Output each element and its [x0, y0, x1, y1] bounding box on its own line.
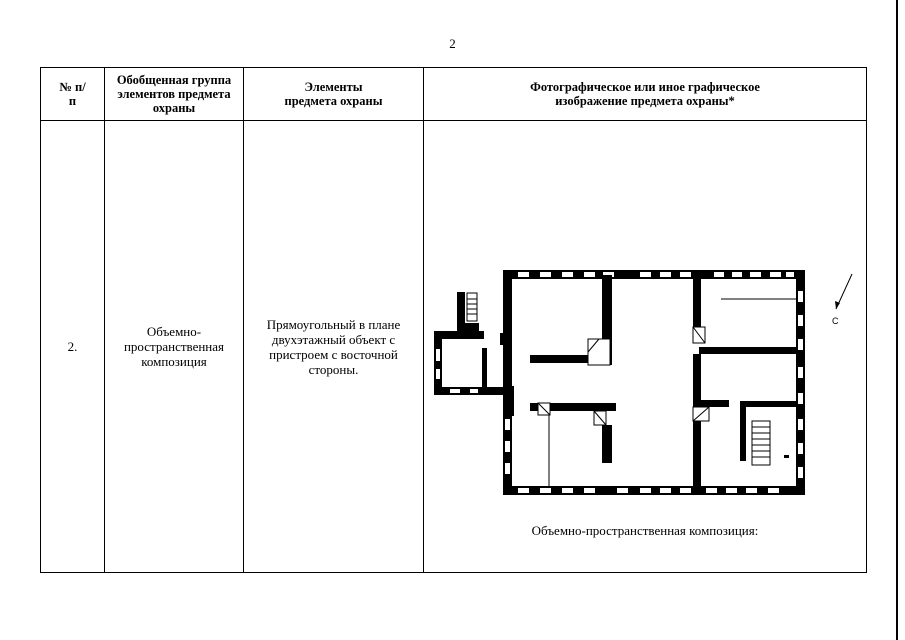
north-arrow-icon	[832, 274, 852, 326]
page-number: 2	[449, 36, 456, 51]
header-image: Фотографическое или иное графическое изображение предмета охраны*	[424, 68, 867, 121]
header-group: Обобщенная группа элементов предмета охраны	[105, 68, 244, 121]
protection-table	[40, 67, 867, 573]
row-elements: Прямоугольный в плане двухэтажный объект с пристроем с восточной стороны.	[244, 121, 424, 573]
header-number: № п/п	[41, 68, 105, 121]
header-elements: Элементы предмета охраны	[244, 68, 424, 121]
page-edge-line	[896, 0, 898, 640]
row-image-cell	[424, 121, 867, 573]
floor-plan	[434, 211, 864, 496]
row-number: 2.	[41, 121, 105, 573]
left-windows	[505, 419, 510, 474]
north-label: С	[832, 316, 839, 326]
image-caption: Объемно-пространственная композиция:	[531, 523, 759, 538]
interior-walls	[500, 275, 797, 487]
annex	[434, 292, 503, 395]
row-group: Объемно-пространственная композиция	[105, 121, 244, 573]
table-header-row	[41, 68, 867, 121]
table-row	[41, 121, 867, 573]
